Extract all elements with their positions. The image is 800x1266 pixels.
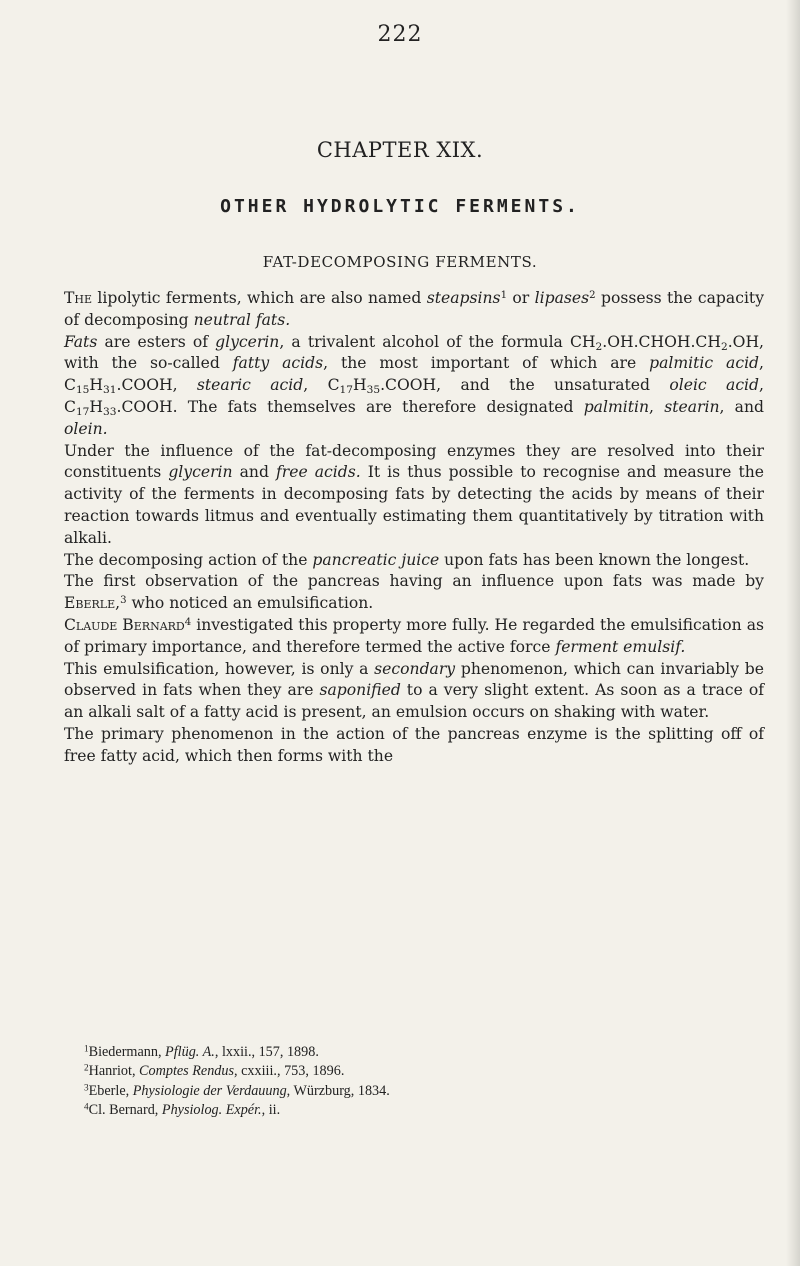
formula-glycerin: $CH_2.OH.CHOH.CH_2.OH$, — [569, 332, 764, 353]
paragraph-lipolytic: The lipolytic ferments, which are also named steapsins$^1$ or lipases$^2$ possess the capacity of decomposing neutral fats. — [64, 289, 765, 329]
term-palmitin: palmitin — [583, 397, 650, 416]
term-glycerin-2: glycerin — [168, 463, 233, 482]
name-claude-bernard: Claude Bernard — [64, 615, 185, 634]
footnote-ref-1: 1 — [500, 289, 508, 301]
footnote-4: $^4$Cl. Bernard, Physiolog. Expér., ii. — [84, 1101, 281, 1119]
chapter-heading: CHAPTER XIX. — [316, 138, 484, 162]
paragraph-bernard: Claude Bernard$^4$ investigated this property more fully. He regarded the emulsification as of primary importance, and therefore termed the active force ferment emulsif. — [64, 615, 764, 656]
term-steapsins: steapsins — [426, 289, 501, 307]
term-lipases: lipases — [534, 289, 590, 307]
footnote-ref-4: 4 — [184, 616, 192, 628]
term-glycerin: glycerin — [215, 332, 280, 351]
paragraph-pancreatic: The decomposing action of the pancreatic juice upon fats has been known the longest. — [64, 550, 750, 569]
term-fatty-acids: fatty acids — [232, 354, 324, 373]
term-ferment-emulsif: ferment emulsif. — [555, 637, 686, 656]
paragraph-enzymes: Under the influence of the fat-decomposing enzymes they are resolved into their constituents glycerin and free acids. It is thus possible to recognise and measure the activity of the ferments in decomposing fats by detecting the acids by means of their reaction towards litmus and eventually estimating them quantitatively by titration with alkali. — [64, 441, 764, 547]
term-olein: olein. — [64, 419, 108, 438]
footnote-ref-3: 3 — [120, 595, 127, 607]
paragraph-emulsification: This emulsification, however, is only a secondary phenomenon, which can invariably be observed in fats when they are saponified to a very slight extent. As soon as a trace of an alkali salt of a fatty acid is present, an emulsion occurs on shaking with water. — [64, 659, 764, 722]
subsection-heading: FAT-DECOMPOSING FERMENTS. — [262, 253, 538, 271]
footnote-3: $^3$Eberle, Physiologie der Verdauung, Würzburg, 1834. — [84, 1082, 390, 1099]
footnote-2: $^2$Hanriot, Comptes Rendus, cxxiii., 753, 1896. — [84, 1062, 345, 1080]
footnote-1: $^1$Biedermann, Pflüg. A., lxxii., 157, 1898. — [84, 1043, 319, 1060]
page-edge-shadow — [786, 0, 800, 1266]
footnote-ref-2: 2 — [589, 289, 596, 301]
term-free-acids: free acids. — [275, 463, 361, 482]
term-saponified: saponified — [319, 681, 401, 700]
section-heading: OTHER HYDROLYTIC FERMENTS. — [220, 196, 580, 217]
term-stearic-acid: stearic acid — [196, 376, 304, 395]
footnotes — [84, 1043, 764, 1121]
term-neutral-fats: neutral fats. — [193, 310, 291, 329]
formula-palmitic: $C_{15}H_{31}.COOH$, — [64, 376, 178, 397]
paragraph-fats: Fats are esters of glycerin, a trivalent alcohol of the formula $CH_2.OH.CHOH.CH_2.OH$, with the so-called fatty acids, the most important of which are palmitic acid, $C_{15}H_{31}.COOH$, stearic acid, $C_{17}H_{35}.COOH$, and the unsaturated oleic acid, $C_{17}H_{33}.COOH$. The fats themselves are therefore designated palmitin, stearin, and olein. — [64, 332, 765, 438]
term-oleic-acid: oleic acid — [669, 376, 760, 395]
term-pancreatic-juice: pancreatic juice — [312, 550, 440, 569]
body-text — [64, 288, 764, 768]
paragraph-primary: The primary phenomenon in the action of the pancreas enzyme is the splitting off of free fatty acid, which then forms with the — [64, 724, 764, 765]
name-eberle: Eberle, — [64, 594, 121, 613]
term-secondary: secondary — [374, 659, 456, 678]
paragraph-eberle: The first observation of the pancreas having an influence upon fats was made by Eberle,$^3$ who noticed an emulsification. — [64, 572, 764, 613]
page-number: 222 — [377, 22, 423, 47]
lead-word: The — [64, 289, 93, 307]
formula-oleic: $C_{17}H_{33}.COOH$. — [64, 397, 178, 418]
term-fats: Fats — [64, 332, 98, 351]
term-palmitic-acid: palmitic acid — [649, 354, 760, 373]
term-stearin: stearin — [664, 397, 720, 416]
formula-stearic: $C_{17}H_{35}.COOH$, — [327, 376, 442, 397]
